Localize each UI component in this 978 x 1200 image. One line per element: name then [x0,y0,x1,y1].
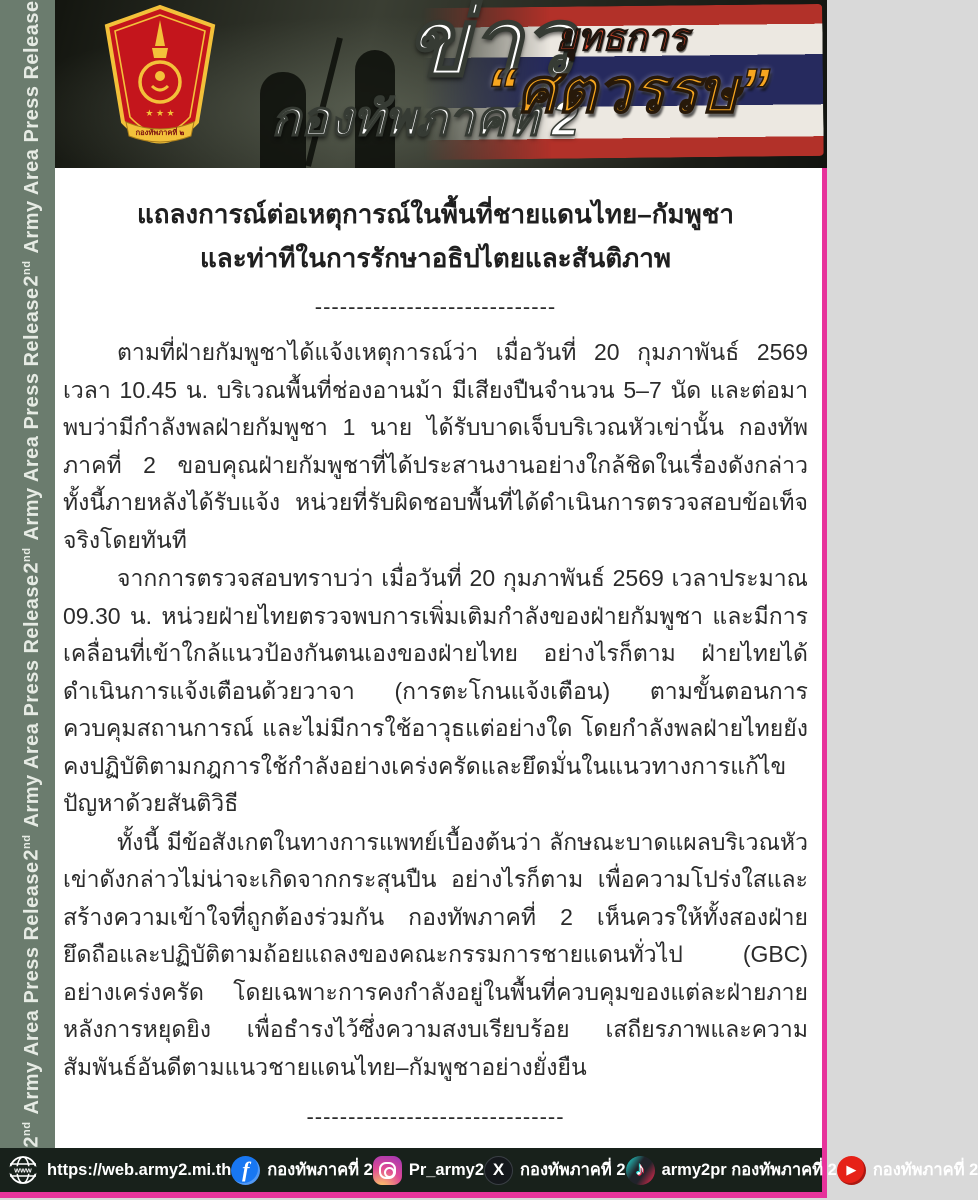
tiktok-link[interactable] [626,1156,837,1185]
document-body [55,168,822,1148]
facebook-handle: กองทัพภาคที่ 2 [267,1161,373,1179]
document-title [63,192,808,280]
paragraph-2: จากการตรวจสอบทราบว่า เมื่อวันที่ 20 กุมภาพันธ์ 2569 เวลาประมาณ 09.30 น. หน่วยฝ่ายไทยตรวจพบการเพิ่มเติมกำลังของฝ่ายกัมพูชา และมีการเคลื่อนที่เข้าใกล้แนวป้องกันตนเองของฝ่ายไทย อย่างไรก็ตาม ฝ่ายไทยได้ดำเนินการแจ้งเตือนด้วยวาจา (การตะโกนแจ้งเตือน) ตามขั้นตอนการควบคุมสถานการณ์ และไม่มีการใช้อาวุธแต่อย่างใด โดยกำลังพลฝ่ายไทยยังคงปฏิบัติตามกฎการใช้กำลังอย่างเคร่งครัดและยึดมั่นในแนวทางการแก้ไขปัญหาด้วยสันติวิธี [63,565,808,816]
tiktok-icon: ♪ [626,1156,655,1185]
paragraphs [63,334,808,1086]
header-operation-label: ยุทธการ [556,17,688,58]
paragraph-3: ทั้งนี้ มีข้อสังเกตในทางการแพทย์เบื้องต้นว่า ลักษณะบาดแผลบริเวณหัวเข่าดังกล่าวไม่น่าจะเกิดจากกระสุนปืน อย่างไรก็ตาม เพื่อความโปร่งใสและสร้างความเข้าใจที่ถูกต้องร่วมกัน กองทัพภาคที่ 2 เห็นควรให้ทั้งสองฝ่ายยึดถือและปฏิบัติตามถ้อยแถลงของคณะกรรมการชายแดนทั่วไป (GBC) อย่างเคร่งครัด โดยเฉพาะการคงกำลังอยู่ในพื้นที่ควบคุมของแต่ละฝ่ายภายหลังการหยุดยิง เพื่อธำรงไว้ซึ่งความสงบเรียบร้อย เสถียรภาพและความสัมพันธ์อันดีตามแนวชายแดนไทย–กัมพูชาอย่างยั่งยืน [63,828,808,1080]
globe-www-icon [6,1153,40,1187]
instagram-link[interactable] [373,1156,484,1185]
youtube-link[interactable] [837,1156,978,1185]
facebook-icon: f [231,1156,260,1185]
youtube-handle: กองทัพภาคที่ 2 [872,1161,978,1179]
x-twitter-handle: กองทัพภาคที่ 2 [520,1161,626,1179]
sidebar-label: Army Area Press Release [20,0,43,254]
sidebar-vertical-text: 2ndArmy Area Press Release [20,574,43,861]
instagram-icon [373,1156,402,1185]
header-unit-name: กองทัพภาคที่ 2 [271,93,579,146]
sidebar-vertical-text: 2ndArmy Area Press Release [20,287,43,574]
website-link[interactable] [6,1153,231,1187]
globe-www-label: www [14,1165,32,1175]
document-title-line1: แถลงการณ์ต่อเหตุการณ์ในพื้นที่ชายแดนไทย–กัมพูชา [137,199,734,229]
tiktok-handle: army2pr กองทัพภาคที่ 2 [661,1161,837,1179]
facebook-link[interactable] [231,1156,373,1185]
document-title-line2: และท่าทีในการรักษาอธิปไตยและสันติภาพ [200,243,671,273]
paragraph-1: ตามที่ฝ่ายกัมพูชาได้แจ้งเหตุการณ์ว่า เมื่อวันที่ 20 กุมภาพันธ์ 2569 เวลา 10.45 น. บริเวณพื้นที่ช่องอานม้า มีเสียงปืนจำนวน 5–7 นัด และต่อมาพบว่ามีกำลังพลฝ่ายกัมพูชา 1 นาย ได้รับบาดเจ็บบริเวณหัวเข่านั้น กองทัพภาคที่ 2 ขอบคุณฝ่ายกัมพูชาที่ได้ประสานงานอย่างใกล้ชิดในเรื่องดังกล่าว ทั้งนี้ภายหลังได้รับแจ้ง หน่วยที่รับผิดชอบพื้นที่ได้ดำเนินการตรวจสอบข้อเท็จจริงโดยทันที [63,339,808,553]
sidebar-press-release-strip [0,0,55,1148]
header-banner [55,0,827,168]
x-twitter-icon: X [484,1156,513,1185]
instagram-handle: Pr_army2 [408,1160,485,1179]
closing-divider: ------------------------------- [306,1104,565,1129]
emblem-stars: ★ ★ ★ [145,108,175,118]
sidebar-vertical-text: 2ndArmy Area Press Release [20,861,43,1148]
emblem-ribbon-text: กองทัพภาคที่ ๒ [135,128,185,137]
header-operation-name: “ศตวรรษ” [486,57,770,126]
footer-social-bar [0,1148,978,1192]
sidebar-ordinal: nd [21,260,33,275]
header-news-word: ข่าว [405,0,575,95]
youtube-icon: ▶ [837,1156,866,1185]
website-url: https://web.army2.mi.th [47,1160,232,1179]
title-divider: ----------------------------- [314,294,557,319]
sidebar-num: 2 [20,274,43,287]
x-twitter-link[interactable] [484,1156,626,1185]
sidebar-vertical-text [0,0,55,287]
